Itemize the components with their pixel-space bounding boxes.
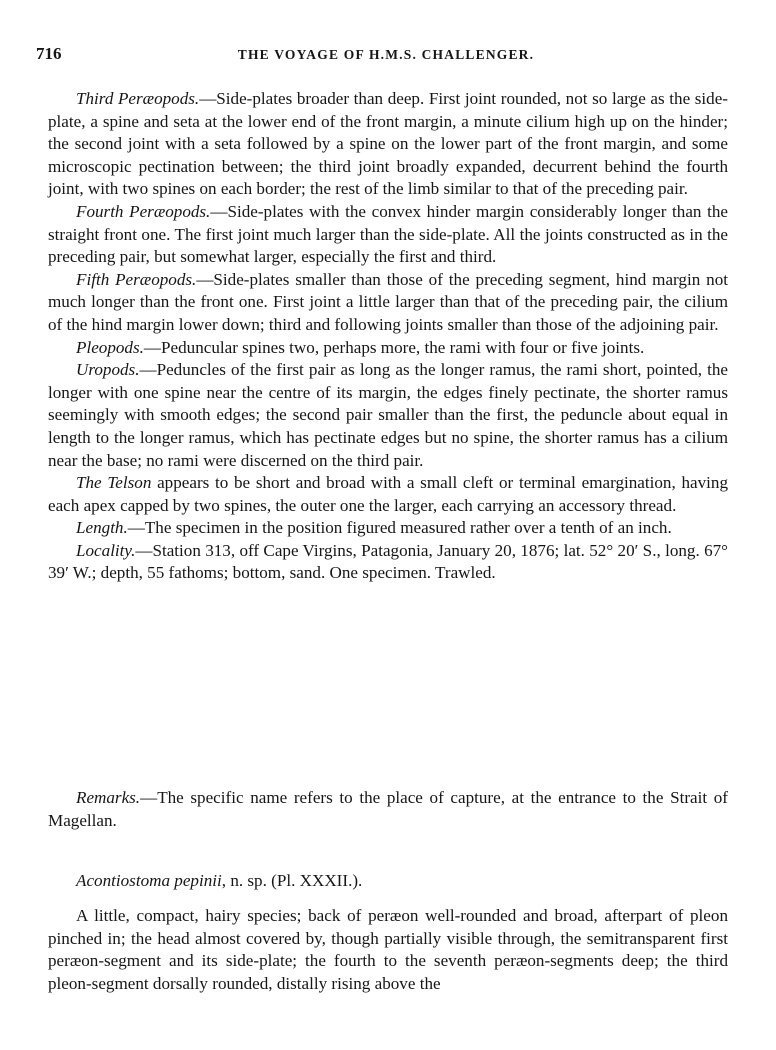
running-title: THE VOYAGE OF H.M.S. CHALLENGER.: [237, 47, 535, 62]
paragraph-heading: Pleopods.: [76, 337, 144, 357]
paragraph-heading: Remarks.: [76, 788, 141, 807]
paragraph-text: —The specimen in the position figured measured rather over a tenth of an inch.: [127, 518, 672, 538]
paragraph-heading: Third Peræopods.: [76, 89, 200, 108]
paragraph-fourth-peraeopods: [48, 201, 728, 269]
paragraph-heading: Uropods.: [76, 360, 140, 380]
limb-descriptions: [48, 88, 728, 585]
paragraph-telson: [48, 472, 728, 517]
species-description: [48, 905, 728, 995]
species-name: Acontiostoma pepinii: [76, 871, 222, 890]
paragraph-description: A little, compact, hairy species; back of peræon well-rounded and broad, afterpart of pleon pinched in; the head almost covered by, though partially visible through, the semitransparent first peræon-segment and its side-plate; the fourth to the seventh peræon-segments deep; the third pleon-segment dorsally rounded, distally rising above the: [48, 906, 728, 993]
paragraph-heading: Length.: [76, 518, 128, 538]
paragraph-length: [48, 517, 728, 540]
paragraph-heading: The Telson: [76, 473, 152, 493]
paragraph-heading: Locality.: [76, 540, 136, 560]
paragraph-text: —The specific name refers to the place of capture, at the entrance to the Strait of Magellan.: [48, 788, 728, 830]
page-number: 716: [36, 44, 62, 63]
paragraph-text: —Peduncular spines two, perhaps more, the rami with four or five joints.: [143, 337, 645, 357]
paragraph-third-peraeopods: [48, 88, 728, 201]
page-header: [36, 44, 736, 68]
paragraph-text: —Side-plates broader than deep. First joint rounded, not so large as the side-plate, a spine and seta at the lower end of the front margin, a minute cilium high up on the hinder; the second joint with a seta followed by a spine on the lower part of the front margin, and some microscopic pectination between; the third joint broadly expanded, decurrent behind the fourth joint, with two spines on each border; the rest of the limb similar to that of the preceding pair.: [48, 89, 728, 199]
paragraph-locality: [48, 540, 728, 585]
paragraph-remarks: [48, 787, 728, 832]
species-plate-reference: , n. sp. (Pl. XXXII.).: [221, 871, 363, 890]
paragraph-pleopods: [48, 337, 728, 360]
paragraph-heading: Fourth Peræopods.: [76, 201, 211, 221]
paragraph-heading: Fifth Peræopods.: [76, 269, 197, 289]
paragraph-text: —Peduncles of the first pair as long as the longer ramus, the rami short, pointed, the longer with one spine near the centre of its margin, the edges finely pectinate, the shorter ramus seemingly with smooth edges; the second pair smaller than the first, the peduncle about equal in length to the longer ramus, which has pectinate edges but no spine, the shorter ramus has a cilium near the base; no rami were discerned on the third pair.: [48, 360, 728, 470]
paragraph-text: appears to be short and broad with a small cleft or terminal emargination, having each apex capped by two spines, the outer one the larger, each carrying an accessory thread.: [48, 473, 728, 515]
species-heading: [76, 871, 362, 891]
remarks-section: [48, 787, 728, 832]
paragraph-uropods: [48, 359, 728, 472]
paragraph-text: —Side-plates with the convex hinder margin considerably longer than the straight front one. The first joint much larger than the side-plate. All the joints constructed as in the preceding pair, but somewhat larger, especially the first and third.: [48, 201, 729, 267]
paragraph-text: —Station 313, off Cape Virgins, Patagonia, January 20, 1876; lat. 52° 20′ S., long. 67° 39′ W.; depth, 55 fathoms; bottom, sand. One specimen. Trawled.: [48, 540, 728, 583]
paragraph-text: —Side-plates smaller than those of the preceding segment, hind margin not much longer than the front one. First joint a little larger than that of the preceding pair, the cilium of the hind margin lower down; third and following joints smaller than those of the adjoining pair.: [48, 269, 728, 334]
paragraph-fifth-peraeopods: [48, 269, 728, 337]
